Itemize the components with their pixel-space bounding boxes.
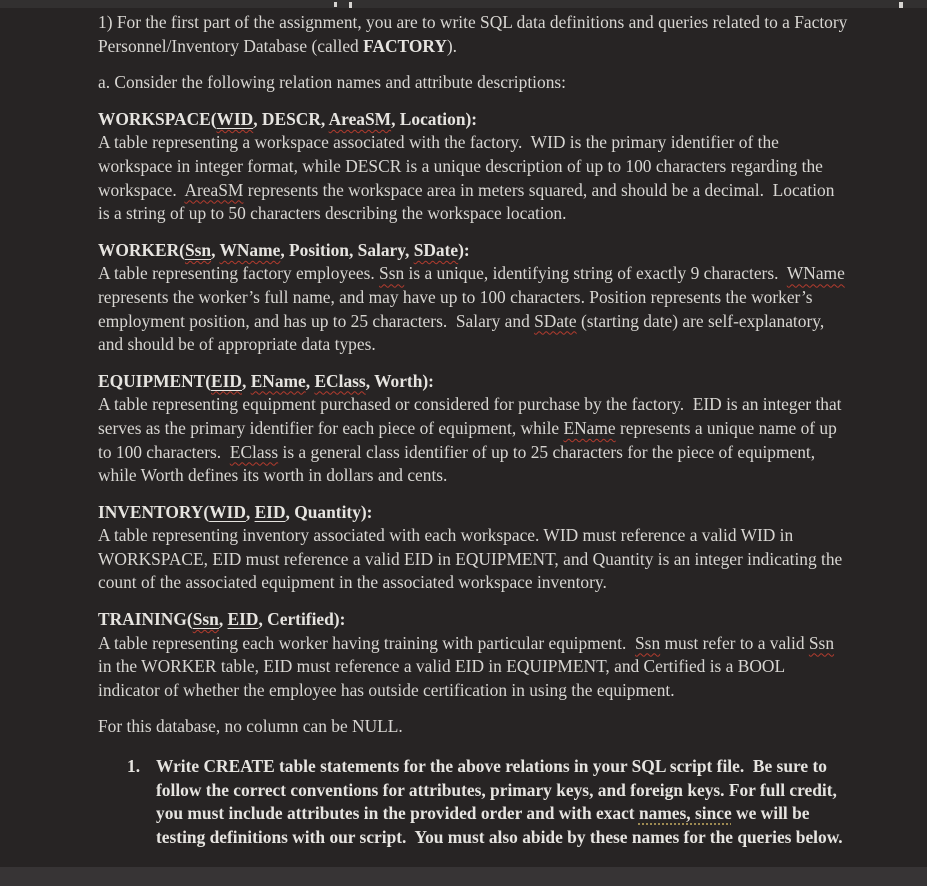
- text-run: is a unique, identifying string of exactly 9 characters.: [404, 263, 787, 284]
- grammar-flagged-phrase: names, since: [638, 803, 732, 824]
- text-run: WORKER(: [98, 239, 185, 260]
- primary-key-attr: WID: [209, 501, 246, 522]
- cutoff-glyph-fragment: [899, 2, 903, 8]
- consider-line: [98, 71, 848, 95]
- text-run: For this database, no column can be NULL.: [98, 716, 403, 737]
- text-run: must refer to a valid: [660, 632, 809, 653]
- cutoff-glyph-fragment: [349, 2, 352, 8]
- primary-key-attr: EID: [211, 370, 242, 391]
- text-run: represents the workspace area in meters squared, and should be a decimal. Location is a string of up to 50 characters describing the workspace location.: [98, 179, 839, 224]
- factory-db-name: FACTORY: [363, 35, 447, 56]
- misspelled-word: EName: [250, 370, 306, 391]
- misspelled-word: Ssn: [379, 263, 405, 284]
- training-heading: [98, 609, 345, 629]
- text-run: , Position, Salary,: [280, 239, 414, 260]
- text-run: ,: [241, 370, 251, 391]
- misspelled-word: Ssn: [808, 632, 835, 653]
- text-run: , Quantity):: [285, 501, 373, 522]
- misspelled-word: AreaSM: [328, 108, 392, 129]
- relation-inventory: [98, 501, 848, 595]
- misspelled-word: WName: [219, 239, 281, 260]
- document-body: [98, 11, 852, 849]
- text-run: WORKSPACE(: [98, 108, 217, 129]
- text-run: a. Consider the following relation names and attribute descriptions:: [98, 72, 566, 93]
- text-run: , DESCR,: [253, 108, 329, 129]
- text-run: ,: [218, 609, 228, 630]
- misspelled-word: [217, 109, 254, 129]
- text-run: A table representing equipment purchased or considered for purchase by the factory. EID is an integer that serves as the primary identifier for each piece of equipment, while: [98, 394, 846, 438]
- text-run: A table representing factory employees.: [98, 263, 380, 284]
- text-run: ,: [245, 501, 255, 522]
- primary-key-attr: Ssn: [184, 239, 212, 260]
- equipment-heading: [98, 371, 434, 391]
- primary-key-attr: Ssn: [192, 609, 219, 630]
- text-run: A table representing a workspace associated with the factory. WID is the primary identifier of the workspace in integer format, while DESCR is a unique description of up to 100 characters regarding the workspace.: [98, 132, 828, 200]
- text-run: in the WORKER table, EID must reference a valid EID in EQUIPMENT, and Certified is a BOOL indicator of whether the employee has outside certification in using the equipment.: [98, 632, 839, 700]
- text-run: ):: [458, 239, 470, 260]
- text-run: ,: [211, 239, 220, 260]
- null-note: [98, 715, 848, 739]
- text-run: we will be testing definitions with our script. You must also abide by these names for the queries below.: [156, 803, 843, 847]
- text-run: , Worth):: [365, 370, 434, 391]
- primary-key-attr: WID: [216, 108, 254, 129]
- relation-equipment: [98, 370, 848, 488]
- text-run: 1) For the first part of the assignment, you are to write SQL data definitions and queries related to a Factory Personnel/Inventory Database (called: [98, 12, 852, 56]
- misspelled-word: [211, 371, 242, 391]
- task-text: [156, 755, 848, 849]
- text-run: INVENTORY(: [98, 501, 210, 522]
- relation-workspace: [98, 108, 848, 226]
- text-run: ).: [446, 35, 458, 56]
- text-run: EQUIPMENT(: [98, 370, 212, 391]
- text-run: represents a unique name of up to 100 characters.: [98, 417, 842, 462]
- list-number: 1.: [127, 756, 141, 777]
- misspelled-word: Ssn: [635, 632, 661, 653]
- text-run: Write CREATE table statements for the above relations in your SQL script file. Be sure to follow the correct conventions for attributes, primary keys, and foreign keys. For full credit, you must include attributes in the provided order and with exact: [156, 756, 842, 824]
- misspelled-word: [185, 240, 211, 260]
- misspelled-word: WName: [786, 263, 845, 284]
- text-run: is a general class identifier of up to 25 characters for the piece of equipment, while Worth defines its worth in dollars and cents.: [98, 441, 820, 486]
- relation-training: [98, 608, 848, 702]
- cropped-line-strip: [0, 0, 927, 8]
- text-run: TRAINING(: [98, 609, 193, 630]
- inventory-heading: [98, 502, 372, 522]
- text-run: , Location):: [391, 108, 478, 129]
- intro-paragraph: [98, 11, 852, 58]
- misspelled-word: EClass: [314, 370, 366, 391]
- text-run: , Certified):: [258, 609, 346, 630]
- worker-heading: [98, 240, 470, 260]
- misspelled-word: AreaSM: [184, 179, 244, 200]
- text-run: (starting date) are self-explanatory, and should be of appropriate data types.: [98, 310, 829, 355]
- misspelled-word: SDate: [413, 239, 459, 260]
- misspelled-word: EClass: [229, 441, 279, 462]
- text-run: ,: [305, 370, 315, 391]
- workspace-heading: [98, 109, 477, 129]
- text-run: A table representing inventory associated with each workspace. WID must reference a valid WID in WORKSPACE, EID must reference a valid EID in EQUIPMENT, and Quantity is an integer indicating the count of the associated equipment in the associated workspace inventory.: [98, 525, 847, 593]
- text-run: represents the worker’s full name, and may have up to 100 characters. Position represents the worker’s employment position, and has up to 25 characters. Salary and: [98, 263, 850, 331]
- cutoff-glyph-fragment: [334, 2, 337, 7]
- misspelled-word: [193, 609, 219, 629]
- task-item-1: [98, 755, 848, 849]
- primary-key-attr: EID: [254, 501, 286, 522]
- primary-key-attr: EID: [227, 609, 259, 630]
- misspelled-word: EName: [563, 417, 616, 438]
- misspelled-word: SDate: [534, 310, 577, 331]
- text-run: A table representing each worker having training with particular equipment.: [98, 632, 635, 653]
- bottom-strip: [0, 867, 927, 886]
- relation-worker: [98, 239, 848, 357]
